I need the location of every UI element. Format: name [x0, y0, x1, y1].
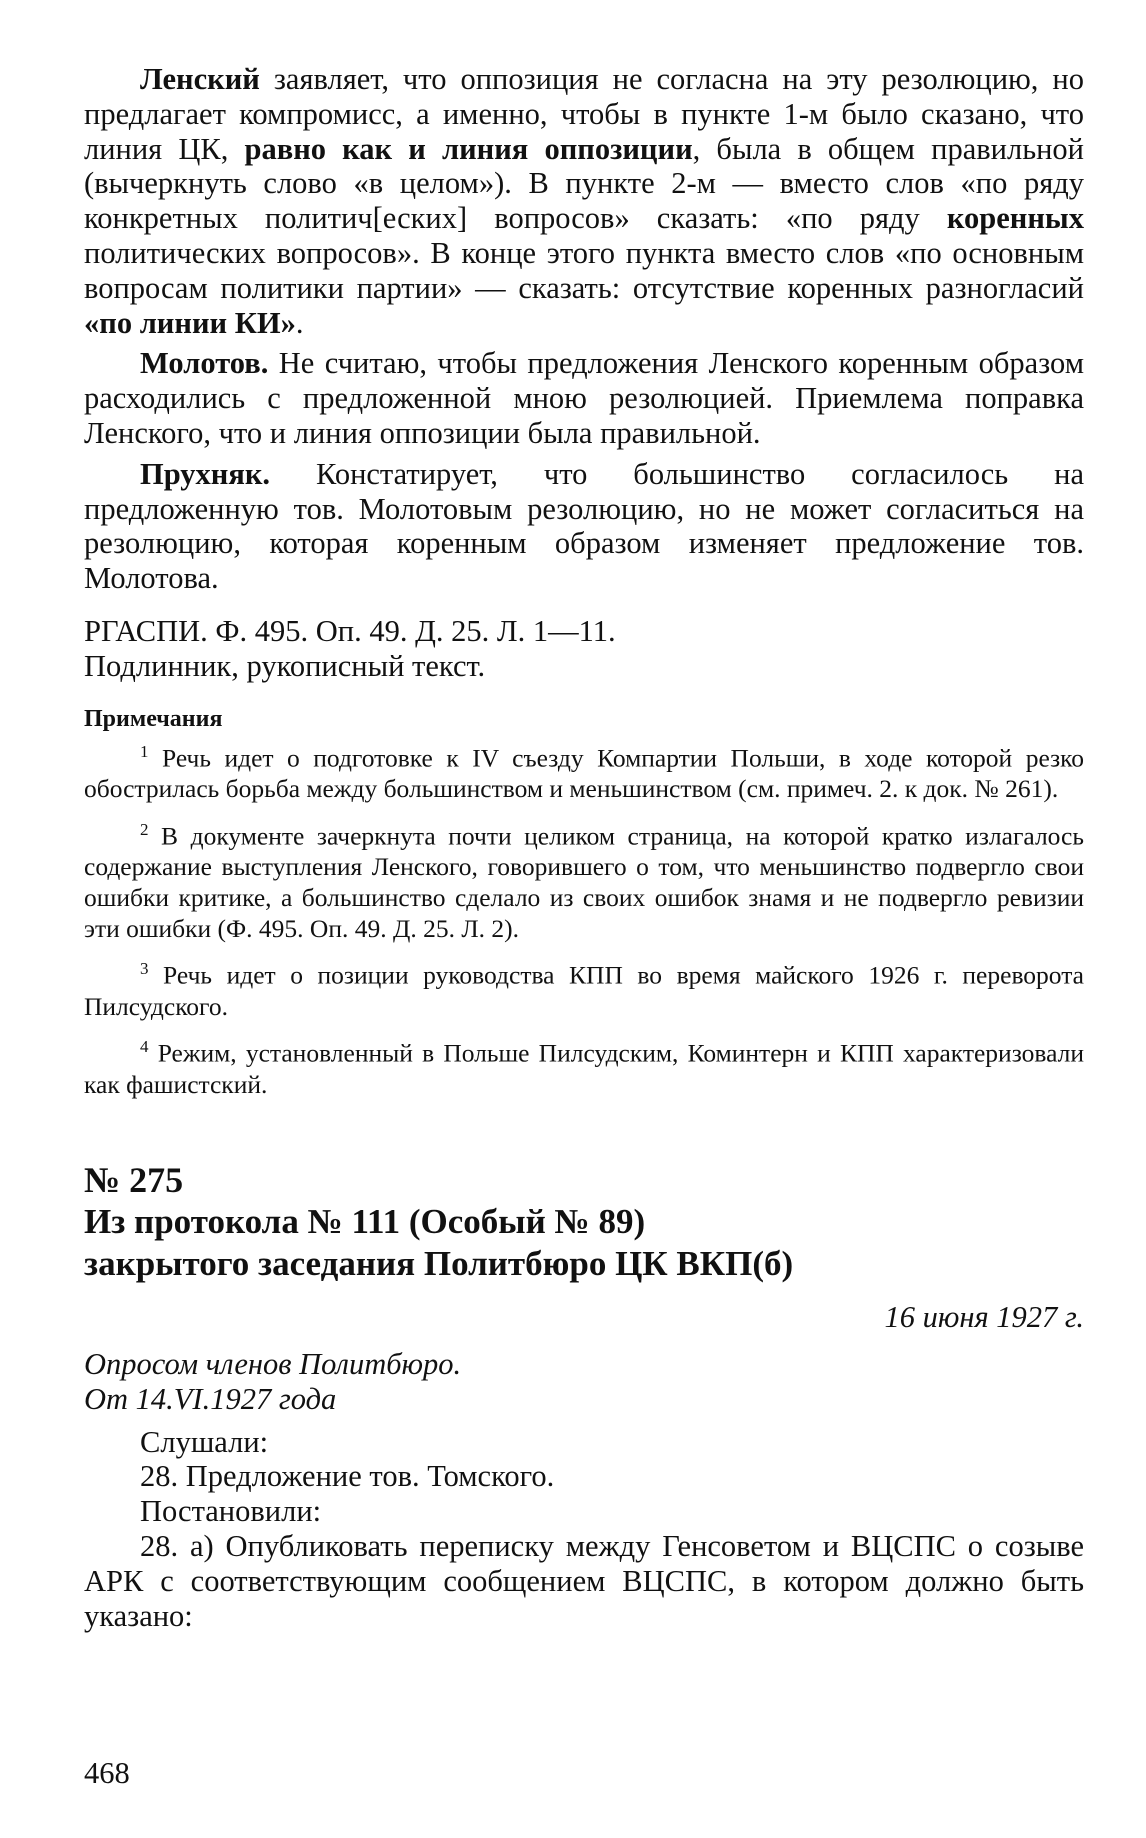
document-number: № 275 — [84, 1159, 184, 1200]
note-2: $^2$ В документе зачеркнута почти целиком страница, на которой кратко излагалось содержание выступления Ленского, говорившего о том, что меньшинство подвергло свои ошибки критике, а большинство сделало из своих ошибок знамя и не подвергло ревизии эти ошибки (Ф. 495. Оп. 49. Д. 25. Л. 2). — [84, 819, 1084, 943]
paragraph-molotov: Молотов. Не считаю, чтобы предложения Ленского коренным образом расходились с предложенной мною резолюцией. Приемлема поправка Ленского, что и линия оппозиции была правильной. — [84, 346, 1084, 450]
document-page — [84, 62, 1084, 1633]
protocol-body — [84, 1425, 1084, 1634]
document-title-line1: Из протокола № 111 (Особый № 89) — [84, 1201, 646, 1241]
source-note: Подлинник, рукописный текст. — [84, 648, 486, 683]
document-title-line2: закрытого заседания Политбюро ЦК ВКП(б) — [84, 1243, 794, 1283]
resolved-label: Постановили: — [140, 1494, 322, 1529]
paragraph-prukhniak: Прухняк. Констатирует, что большинство согласилось на предложенную тов. Молотовым резолюцию, но не может согласиться на резолюцию, которая коренным образом изменяет предложение тов. Молотова. — [84, 456, 1084, 596]
speaker-name: Молотов. — [140, 346, 269, 381]
source-archive: РГАСПИ. Ф. 495. Оп. 49. Д. 25. Л. 1—11. — [84, 613, 616, 648]
meta-line2: От 14.VI.1927 года — [84, 1381, 337, 1416]
document-meta — [84, 1347, 1084, 1417]
note-3: $^3$ Речь идет о позиции руководства КПП во время майского 1926 г. переворота Пилсудского. — [84, 959, 1084, 1021]
document-date: 16 июня 1927 г. — [884, 1299, 1084, 1334]
note-4: $^4$ Режим, установленный в Польше Пилсудским, Коминтерн и КПП характеризовали как фашистский. — [84, 1037, 1084, 1099]
speaker-name: Прухняк. — [140, 456, 271, 491]
heard-item: 28. Предложение тов. Томского. — [140, 1459, 555, 1494]
note-1: $^1$ Речь идет о подготовке к IV съезду Компартии Польши, в ходе которой резко обострилась борьба между большинством и меньшинством (см. примеч. 2. к док. № 261). — [84, 741, 1084, 803]
speaker-name: Ленский — [140, 62, 260, 96]
heard-label: Слушали: — [140, 1424, 269, 1459]
notes-heading: Примечания — [84, 705, 223, 732]
page-number: 468 — [84, 1756, 130, 1790]
paragraph-lensky: Ленский заявляет, что оппозиция не согласна на эту резолюцию, но предлагает компромисс, а именно, чтобы в пункте 1-м было сказано, что линия ЦК, равно как и линия оппозиции, была в общем правильной (вычеркнуть слово «в целом»). В пункте 2-м — вместо слов «по ряду конкретных политич[еских] вопросов» сказать: «по ряду коренных политических вопросов». В конце этого пункта вместо слов «по основным вопросам политики партии» — сказать: отсутствие коренных разногласий «по линии КИ». — [84, 62, 1084, 340]
resolved-item: 28. а) Опубликовать переписку между Генсоветом и ВЦСПС о созыве АРК с соответствующим сообщением ВЦСПС, в котором должно быть указано: — [84, 1528, 1084, 1633]
meta-line1: Опросом членов Политбюро. — [84, 1346, 462, 1381]
